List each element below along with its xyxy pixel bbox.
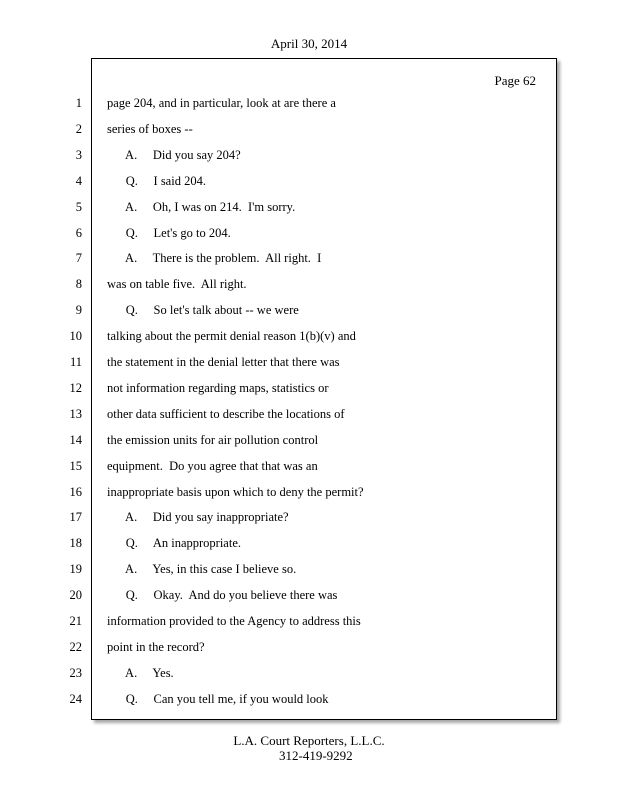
line-text: Q. Let's go to 204. [107, 226, 231, 240]
footer-company: L.A. Court Reporters, L.L.C. [233, 733, 385, 748]
line-text: Q. Okay. And do you believe there was [107, 588, 338, 602]
line-number: 11 [69, 355, 82, 369]
line-text: inappropriate basis upon which to deny the permit? [107, 485, 364, 499]
line-number: 16 [69, 485, 82, 499]
line-text: Q. Can you tell me, if you would look [107, 692, 329, 706]
line-text: the statement in the denial letter that there was [107, 355, 340, 369]
line-text: A. There is the problem. All right. I [107, 251, 322, 265]
line-text: A. Yes, in this case I believe so. [107, 562, 297, 576]
line-number: 20 [69, 588, 82, 602]
line-number: 9 [75, 303, 82, 317]
line-text: A. Oh, I was on 214. I'm sorry. [107, 200, 296, 214]
line-number: 23 [69, 666, 82, 680]
line-number: 4 [75, 174, 82, 188]
line-text: Q. An inappropriate. [107, 536, 242, 550]
line-text: was on table five. All right. [107, 277, 247, 291]
line-text: A. Did you say 204? [107, 148, 241, 162]
line-number: 17 [69, 510, 82, 524]
footer-phone: 312-419-9292 [279, 748, 353, 763]
line-number: 1 [75, 96, 82, 110]
line-number: 22 [69, 640, 82, 654]
line-number: 2 [75, 122, 82, 136]
line-number: 7 [75, 251, 82, 265]
line-text: equipment. Do you agree that that was an [107, 459, 318, 473]
line-number: 18 [69, 536, 82, 550]
line-number: 13 [69, 407, 82, 421]
line-number: 15 [69, 459, 82, 473]
line-text: Q. I said 204. [107, 174, 206, 188]
line-text: other data sufficient to describe the locations of [107, 407, 345, 421]
line-text: page 204, and in particular, look at are there a [107, 96, 336, 110]
line-text: information provided to the Agency to address this [107, 614, 361, 628]
line-number: 8 [75, 277, 82, 291]
line-text: the emission units for air pollution control [107, 433, 319, 447]
line-text: not information regarding maps, statistics or [107, 381, 329, 395]
line-text: A. Yes. [107, 666, 174, 680]
line-text: point in the record? [107, 640, 205, 654]
line-text: series of boxes -- [107, 122, 193, 136]
line-number: 14 [69, 433, 82, 447]
header-date: April 30, 2014 [270, 36, 348, 51]
line-number: 3 [75, 148, 82, 162]
line-text: Q. So let's talk about -- we were [107, 303, 299, 317]
line-number: 21 [69, 614, 82, 628]
line-number: 19 [69, 562, 82, 576]
line-number: 12 [69, 381, 82, 395]
page-number: Page 62 [494, 73, 536, 88]
line-text: talking about the permit denial reason 1(b)(v) and [107, 329, 356, 343]
line-number: 6 [75, 226, 82, 240]
line-text: A. Did you say inappropriate? [107, 510, 289, 524]
line-number: 24 [69, 692, 82, 706]
line-number: 10 [69, 329, 82, 343]
line-number: 5 [75, 200, 82, 214]
